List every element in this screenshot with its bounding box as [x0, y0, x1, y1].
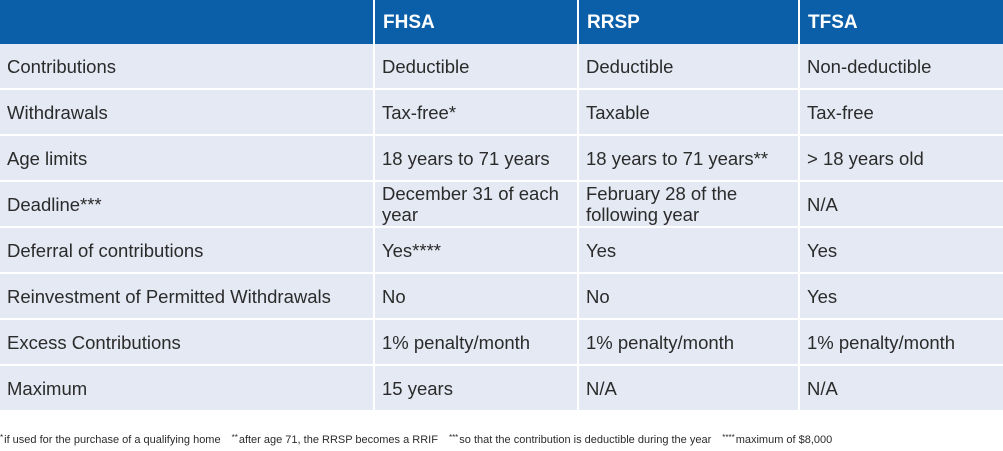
table-cell: 18 years to 71 years [375, 136, 577, 180]
table-cell: Tax-free [800, 90, 1003, 134]
row-label-cell: Age limits [0, 136, 373, 180]
table-cell: 1% penalty/month [375, 320, 577, 364]
table-row [0, 274, 1003, 318]
table-row [0, 136, 1003, 180]
table-cell: Deductible [375, 44, 577, 88]
footnote-text: after age 71, the RRSP becomes a RRIF [238, 434, 438, 446]
header-cell-empty [0, 0, 373, 44]
table-cell: No [579, 274, 798, 318]
row-label-cell: Reinvestment of Permitted Withdrawals [0, 274, 373, 318]
footnote [0, 434, 221, 446]
table-cell: December 31 of each year [375, 182, 577, 226]
table-row [0, 228, 1003, 272]
row-label-cell: Maximum [0, 366, 373, 410]
header-cell-fhsa: FHSA [375, 0, 577, 44]
footnote-mark: ** [231, 433, 238, 442]
table-row [0, 366, 1003, 410]
table-cell: February 28 of the following year [579, 182, 798, 226]
footnote-mark: *** [448, 433, 459, 442]
footnote-text: if used for the purchase of a qualifying home [4, 434, 221, 446]
table-cell: 18 years to 71 years** [579, 136, 798, 180]
table-cell: N/A [579, 366, 798, 410]
footnote-text: so that the contribution is deductible during the year [459, 434, 712, 446]
table-cell: No [375, 274, 577, 318]
table-cell: N/A [800, 182, 1003, 226]
table-cell: Yes [579, 228, 798, 272]
row-label-cell: Excess Contributions [0, 320, 373, 364]
table-cell: Non-deductible [800, 44, 1003, 88]
footnote [722, 434, 832, 446]
table-cell: 15 years [375, 366, 577, 410]
row-label-cell: Deferral of contributions [0, 228, 373, 272]
header-cell-tfsa: TFSA [800, 0, 1003, 44]
row-label-cell: Withdrawals [0, 90, 373, 134]
table-row [0, 44, 1003, 88]
table-row [0, 90, 1003, 134]
row-label-cell: Contributions [0, 44, 373, 88]
table-cell: Deductible [579, 44, 798, 88]
footnote-mark: **** [722, 433, 735, 442]
table-cell: 1% penalty/month [579, 320, 798, 364]
row-label-cell: Deadline*** [0, 182, 373, 226]
table-header-row [0, 0, 1003, 44]
table-cell: Yes**** [375, 228, 577, 272]
footnotes [0, 433, 1003, 446]
footnote-mark: * [0, 433, 4, 442]
footnote-text: maximum of $8,000 [735, 434, 833, 446]
footnote [232, 434, 438, 446]
table-row [0, 320, 1003, 364]
header-cell-rrsp: RRSP [579, 0, 798, 44]
table-cell: Yes [800, 228, 1003, 272]
table-cell: N/A [800, 366, 1003, 410]
footnote [449, 434, 711, 446]
table-cell: > 18 years old [800, 136, 1003, 180]
table-cell: Yes [800, 274, 1003, 318]
table-cell: 1% penalty/month [800, 320, 1003, 364]
table-row [0, 182, 1003, 226]
table-cell: Taxable [579, 90, 798, 134]
table-cell: Tax-free* [375, 90, 577, 134]
